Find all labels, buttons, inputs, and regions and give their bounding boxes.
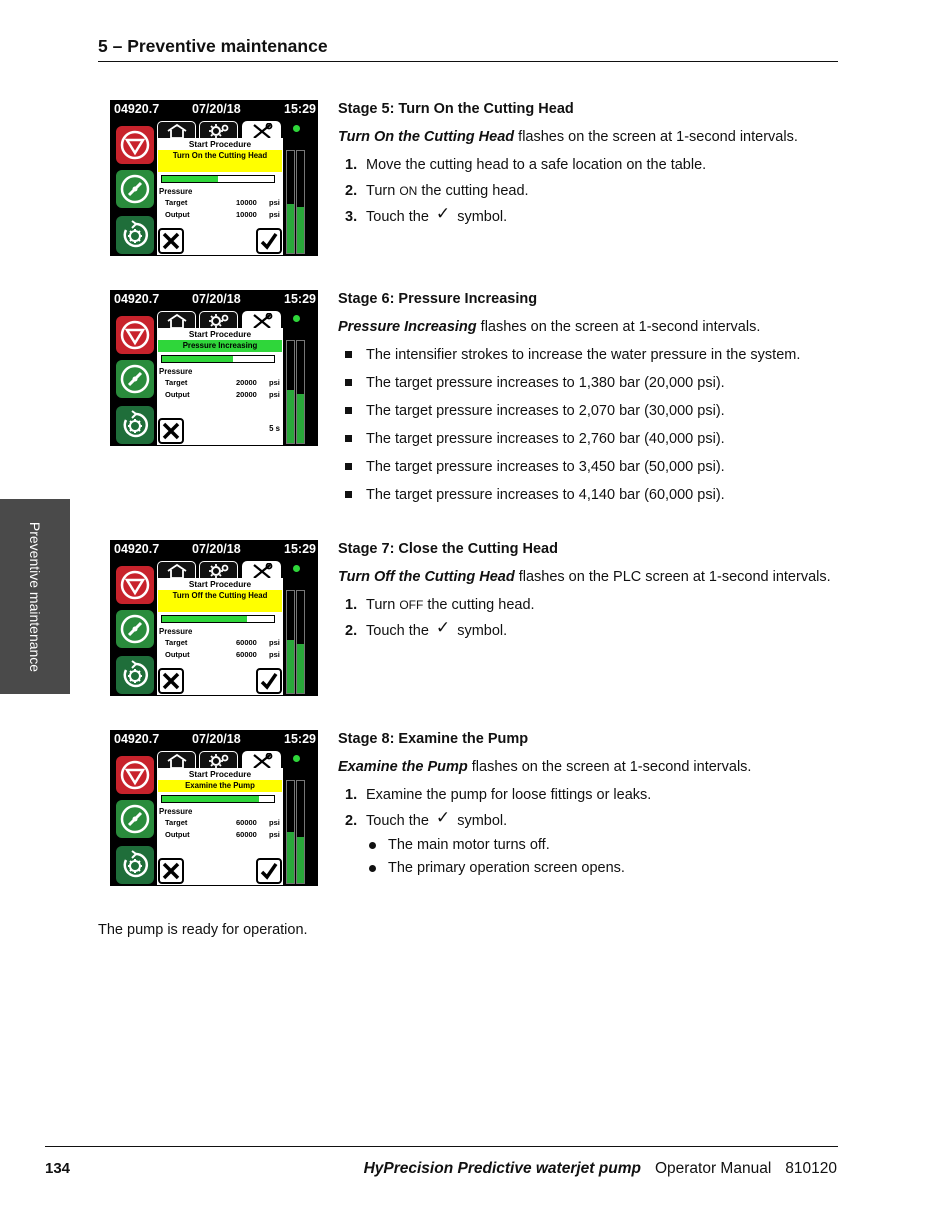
output-label: Output	[165, 210, 190, 219]
screen-title: Start Procedure	[188, 769, 252, 779]
step-number: 1.	[345, 787, 358, 803]
output-label: Output	[165, 650, 190, 659]
target-unit: psi	[269, 378, 280, 387]
step-text-start: Touch the	[366, 813, 433, 829]
hour-meter: 04920.7	[114, 292, 160, 306]
screen-tabs	[157, 310, 282, 329]
left-button-column	[114, 560, 156, 694]
output-label: Output	[165, 830, 190, 839]
product-name: HyPrecision Predictive waterjet pump	[363, 1160, 641, 1177]
cycle-button[interactable]	[116, 846, 154, 884]
screen-message: Turn On the Cutting Head	[338, 129, 515, 145]
stage-content	[338, 730, 838, 882]
procedure-screen	[157, 578, 283, 695]
step-text-start: Turn	[366, 183, 400, 199]
screen-title: Start Procedure	[188, 329, 252, 339]
list-item: The main motor turns off.	[366, 836, 838, 854]
date-display: 07/20/18	[192, 542, 241, 556]
intro-text: flashes on the screen at 1-second intervals.	[467, 759, 752, 775]
screen-title: Start Procedure	[188, 139, 252, 149]
date-display: 07/20/18	[192, 102, 241, 116]
target-unit: psi	[269, 818, 280, 827]
status-banner: Examine the Pump	[158, 780, 282, 792]
tab-maintenance[interactable]	[242, 311, 281, 329]
progress-fill	[162, 356, 233, 362]
tab-home[interactable]	[157, 311, 196, 329]
side-section-tab	[0, 499, 70, 694]
stage-content	[338, 290, 838, 514]
screen-tabs	[157, 120, 282, 139]
footer-rule	[45, 1146, 838, 1147]
level-fill	[297, 394, 304, 443]
step-item	[338, 618, 838, 640]
step-number: 1.	[345, 597, 358, 613]
output-unit: psi	[269, 210, 280, 219]
chapter-header	[98, 36, 838, 62]
tab-home[interactable]	[157, 751, 196, 769]
output-value: 20000	[236, 390, 257, 399]
status-led	[293, 125, 300, 132]
status-bar	[110, 100, 318, 118]
level-fill	[287, 832, 294, 883]
status-banner: Turn On the Cutting Head	[158, 150, 282, 172]
document-number: 810120	[785, 1160, 837, 1177]
level-gauge	[296, 590, 305, 694]
list-item: The target pressure increases to 1,380 bar (20,000 psi).	[338, 374, 838, 392]
stage-title: Stage 8: Examine the Pump	[338, 731, 529, 747]
tab-settings[interactable]	[199, 561, 238, 579]
level-gauge	[286, 590, 295, 694]
target-value: 20000	[236, 378, 257, 387]
output-label: Output	[165, 390, 190, 399]
level-gauge	[296, 340, 305, 444]
level-fill	[297, 207, 304, 253]
step-text-end: symbol.	[453, 209, 508, 225]
target-row	[165, 818, 281, 827]
progress-bar	[161, 175, 275, 183]
target-label: Target	[165, 378, 188, 387]
target-label: Target	[165, 638, 188, 647]
tab-home[interactable]	[157, 121, 196, 139]
confirm-button[interactable]	[256, 228, 282, 254]
list-item: The intensifier strokes to increase the water pressure in the system.	[338, 346, 838, 364]
step-list	[338, 786, 838, 830]
step-item	[338, 596, 838, 614]
output-value: 60000	[236, 830, 257, 839]
stage-title: Stage 6: Pressure Increasing	[338, 291, 538, 307]
hour-meter: 04920.7	[114, 732, 160, 746]
cancel-button[interactable]	[158, 668, 184, 694]
progress-bar	[161, 355, 275, 363]
hmi-panel	[110, 290, 318, 446]
pressure-label: Pressure	[159, 187, 193, 196]
gauge-button[interactable]	[116, 170, 154, 208]
cancel-button[interactable]	[158, 858, 184, 884]
tab-home[interactable]	[157, 561, 196, 579]
target-value: 10000	[236, 198, 257, 207]
progress-bar	[161, 795, 275, 803]
hour-meter: 04920.7	[114, 542, 160, 556]
page-number: 134	[45, 1160, 71, 1177]
step-number: 2.	[345, 813, 358, 829]
output-unit: psi	[269, 390, 280, 399]
level-gauge	[286, 780, 295, 884]
screen-title: Start Procedure	[188, 579, 252, 589]
step-number: 3.	[345, 209, 358, 225]
target-row	[165, 638, 281, 647]
step-text-start: Touch the	[366, 209, 433, 225]
progress-fill	[162, 176, 218, 182]
pressure-label: Pressure	[159, 807, 193, 816]
bullet-list	[338, 346, 838, 504]
stage-title: Stage 7: Close the Cutting Head	[338, 541, 558, 557]
status-bar	[110, 730, 318, 748]
gauge-button[interactable]	[116, 800, 154, 838]
level-gauges	[284, 560, 317, 695]
step-keyword: ON	[399, 184, 418, 198]
step-number: 2.	[345, 623, 358, 639]
step-text-end: the cutting head.	[423, 597, 535, 613]
screen-tabs	[157, 750, 282, 769]
output-value: 10000	[236, 210, 257, 219]
side-tab-label: Preventive maintenance	[27, 521, 43, 672]
level-fill	[297, 644, 304, 693]
hmi-panel	[110, 100, 318, 256]
status-led	[293, 755, 300, 762]
step-keyword: OFF	[399, 598, 424, 612]
cycle-button[interactable]	[116, 656, 154, 694]
list-item: The target pressure increases to 4,140 bar (60,000 psi).	[338, 486, 838, 504]
date-display: 07/20/18	[192, 292, 241, 306]
target-label: Target	[165, 198, 188, 207]
hour-meter: 04920.7	[114, 102, 160, 116]
time-display: 15:29	[284, 102, 316, 116]
level-gauge	[296, 780, 305, 884]
status-bar	[110, 540, 318, 558]
pressure-label: Pressure	[159, 367, 193, 376]
stage-intro	[338, 318, 838, 336]
list-item: The target pressure increases to 3,450 bar (50,000 psi).	[338, 458, 838, 476]
screen-tabs	[157, 560, 282, 579]
chapter-title: 5 – Preventive maintenance	[98, 36, 328, 56]
stage-intro	[338, 128, 838, 146]
time-display: 15:29	[284, 542, 316, 556]
target-row	[165, 198, 281, 207]
step-text-end: the cutting head.	[417, 183, 529, 199]
step-list	[338, 156, 838, 226]
countdown-timer: 5 s	[269, 424, 280, 433]
step-text-start: Turn	[366, 597, 400, 613]
gauge-button[interactable]	[116, 610, 154, 648]
pressure-label: Pressure	[159, 627, 193, 636]
output-unit: psi	[269, 830, 280, 839]
output-row	[165, 210, 281, 219]
screen-message: Turn Off the Cutting Head	[338, 569, 515, 585]
left-button-column	[114, 310, 156, 444]
confirm-button[interactable]	[256, 858, 282, 884]
tab-settings[interactable]	[199, 311, 238, 329]
procedure-screen	[157, 138, 283, 255]
status-bar	[110, 290, 318, 308]
target-value: 60000	[236, 818, 257, 827]
checkmark-icon: ✓	[435, 808, 451, 827]
list-item: The primary operation screen opens.	[366, 859, 838, 877]
target-value: 60000	[236, 638, 257, 647]
step-item	[338, 156, 838, 174]
status-led	[293, 565, 300, 572]
hmi-panel	[110, 730, 318, 886]
checkmark-icon: ✓	[435, 618, 451, 637]
step-text-end: symbol.	[453, 813, 508, 829]
step-text: Examine the pump for loose fittings or leaks.	[366, 787, 652, 803]
status-banner: Pressure Increasing	[158, 340, 282, 352]
output-row	[165, 830, 281, 839]
level-gauge	[286, 150, 295, 254]
confirm-button[interactable]	[256, 668, 282, 694]
status-banner: Turn Off the Cutting Head	[158, 590, 282, 612]
stop-button[interactable]	[116, 756, 154, 794]
level-gauges	[284, 750, 317, 885]
date-display: 07/20/18	[192, 732, 241, 746]
level-fill	[297, 837, 304, 883]
screen-message: Examine the Pump	[338, 759, 468, 775]
progress-fill	[162, 616, 247, 622]
step-item	[338, 808, 838, 830]
progress-bar	[161, 615, 275, 623]
time-display: 15:29	[284, 732, 316, 746]
step-number: 2.	[345, 183, 358, 199]
output-row	[165, 390, 281, 399]
step-list	[338, 596, 838, 640]
level-gauges	[284, 120, 317, 255]
left-button-column	[114, 750, 156, 884]
step-text: Move the cutting head to a safe location on the table.	[366, 157, 707, 173]
cycle-button[interactable]	[116, 406, 154, 444]
progress-fill	[162, 796, 259, 802]
target-unit: psi	[269, 198, 280, 207]
target-label: Target	[165, 818, 188, 827]
left-button-column	[114, 120, 156, 254]
footer-doc-title	[364, 1160, 837, 1178]
screen-message: Pressure Increasing	[338, 319, 477, 335]
output-unit: psi	[269, 650, 280, 659]
procedure-screen	[157, 328, 283, 445]
intro-text: flashes on the screen at 1-second intervals.	[476, 319, 761, 335]
intro-text: flashes on the PLC screen at 1-second intervals.	[514, 569, 831, 585]
stop-button[interactable]	[116, 566, 154, 604]
stage-title: Stage 5: Turn On the Cutting Head	[338, 101, 574, 117]
level-fill	[287, 390, 294, 443]
step-text-start: Touch the	[366, 623, 433, 639]
target-row	[165, 378, 281, 387]
status-led	[293, 315, 300, 322]
stage-intro	[338, 758, 838, 776]
level-gauge	[296, 150, 305, 254]
output-row	[165, 650, 281, 659]
tab-maintenance[interactable]	[242, 121, 281, 139]
tab-settings[interactable]	[199, 751, 238, 769]
intro-text: flashes on the screen at 1-second intervals.	[514, 129, 798, 145]
output-value: 60000	[236, 650, 257, 659]
level-fill	[287, 204, 294, 253]
tab-maintenance[interactable]	[242, 561, 281, 579]
list-item: The target pressure increases to 2,760 bar (40,000 psi).	[338, 430, 838, 448]
stop-button[interactable]	[116, 126, 154, 164]
stage-content	[338, 540, 838, 648]
cancel-button[interactable]	[158, 418, 184, 444]
cycle-button[interactable]	[116, 216, 154, 254]
step-text-end: symbol.	[453, 623, 508, 639]
list-item: The target pressure increases to 2,070 bar (30,000 psi).	[338, 402, 838, 420]
level-gauge	[286, 340, 295, 444]
step-item	[338, 182, 838, 200]
cancel-button[interactable]	[158, 228, 184, 254]
step-item	[338, 204, 838, 226]
hmi-panel	[110, 540, 318, 696]
document-type: Operator Manual	[654, 1160, 772, 1177]
step-number: 1.	[345, 157, 358, 173]
step-item	[338, 786, 838, 804]
gauge-button[interactable]	[116, 360, 154, 398]
closing-text: The pump is ready for operation.	[98, 922, 308, 938]
tab-maintenance[interactable]	[242, 751, 281, 769]
stage-content	[338, 100, 838, 234]
level-fill	[287, 640, 294, 693]
procedure-screen	[157, 768, 283, 885]
result-list	[366, 836, 838, 877]
stage-intro	[338, 568, 838, 586]
target-unit: psi	[269, 638, 280, 647]
checkmark-icon: ✓	[435, 204, 451, 223]
stop-button[interactable]	[116, 316, 154, 354]
time-display: 15:29	[284, 292, 316, 306]
tab-settings[interactable]	[199, 121, 238, 139]
level-gauges	[284, 310, 317, 445]
